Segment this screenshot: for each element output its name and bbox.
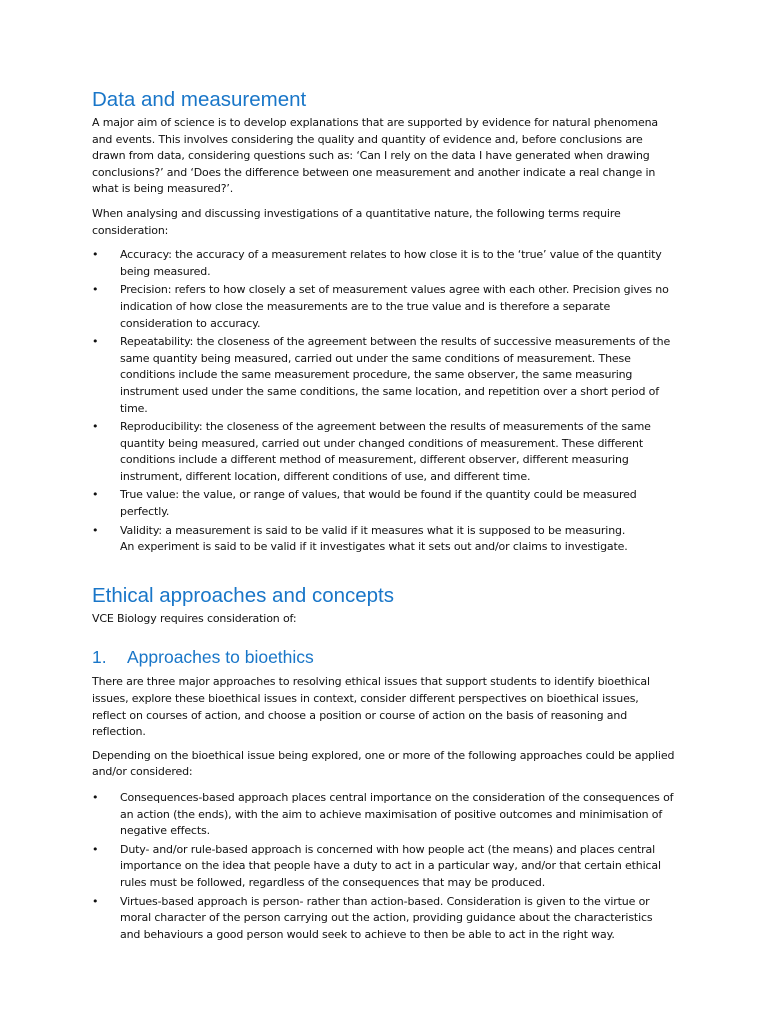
paragraph-science-aim: A major aim of science is to develop explanations that are supported by evidence for natural phenomena and events. This involves considering the quality and quantity of evidence and, before conclusions are drawn from data, considering questions such as: ‘Can I rely on the data I have generated when drawing conclusions?’ and ‘Does the difference between one measurement and another indicate a real change in what is being measured?’. [92, 116, 658, 196]
list-item-true-value [92, 487, 676, 520]
bullet-icon: • [92, 894, 99, 908]
bullet-icon: • [92, 488, 99, 502]
bioethics-approaches-list [92, 790, 676, 943]
bullet-icon: • [92, 248, 99, 262]
list-item-reproducibility [92, 419, 676, 485]
list-item-validity [92, 523, 676, 556]
list-item-consequences-based [92, 790, 676, 840]
measurement-terms-list [92, 247, 676, 556]
paragraph-depending-on-issue: Depending on the bioethical issue being explored, one or more of the following approaches could be applied and/or considered: [92, 748, 675, 779]
list-item-text: Reproducibility: the closeness of the agreement between the results of measurements of the same quantity being measured, carried out under changed conditions of measurement. These different conditions include a different method of measurement, different observer, different measuring instrument, different location, different conditions of use, and different time. [120, 420, 651, 483]
list-item-repeatability [92, 334, 676, 417]
list-item-text: Validity: a measurement is said to be valid if it measures what it is supposed to be measuring. [120, 523, 626, 537]
list-item-text: Consequences-based approach places central importance on the consideration of the consequences of an action (the ends), with the aim to achieve maximisation of positive outcomes and minimisation of negative effects. [120, 791, 674, 838]
list-item-text: Precision: refers to how closely a set of measurement values agree with each other. Precision gives no indication of how close the measurements are to the true value and is therefore a separate consideration to accuracy. [120, 283, 669, 330]
bullet-icon: • [92, 842, 99, 856]
bullet-icon: • [92, 335, 99, 349]
subheading-approaches-to-bioethics [92, 645, 676, 669]
bullet-icon: • [92, 420, 99, 434]
heading-ethical-approaches: Ethical approaches and concepts [92, 583, 395, 607]
bullet-icon: • [92, 791, 99, 804]
list-item-text: Virtues-based approach is person- rather than action-based. Consideration is given to the virtue or moral character of the person carrying out the action, providing guidance about the characteristics and behaviours a good person would seek to achieve to then be able to act in the right way. [120, 894, 653, 941]
document-page [92, 86, 676, 945]
bullet-icon: • [92, 523, 99, 537]
list-item-duty-based [92, 842, 676, 892]
bullet-icon: • [92, 283, 99, 297]
paragraph-three-approaches: There are three major approaches to resolving ethical issues that support students to identify bioethical issues, explore these bioethical issues in context, consider different perspectives on bioethical issues, reflect on courses of action, and choose a position or course of action on the basis of reasoning and reflection. [92, 675, 650, 739]
list-item-text: Accuracy: the accuracy of a measurement relates to how close it is to the ‘true’ value of the quantity being measured. [120, 248, 662, 278]
list-item-precision [92, 282, 676, 332]
heading-data-and-measurement: Data and measurement [92, 88, 307, 111]
list-item-text: Duty- and/or rule-based approach is concerned with how people act (the means) and places central importance on the idea that people have a duty to act in a particular way, and/or that certain ethical rules must be followed, regardless of the consequences that may be produced. [120, 842, 661, 889]
list-item-text-continued: An experiment is said to be valid if it investigates what it sets out and/or claims to investigate. [120, 540, 628, 554]
list-item-text: True value: the value, or range of values, that would be found if the quantity could be measured perfectly. [120, 488, 637, 519]
paragraph-vce-biology-intro: VCE Biology requires consideration of: [92, 611, 297, 625]
subheading-number: 1. [92, 647, 107, 668]
list-item-virtues-based [92, 894, 676, 944]
paragraph-quantitative-terms: When analysing and discussing investigations of a quantitative nature, the following terms require consideration: [92, 206, 621, 237]
list-item-accuracy [92, 247, 676, 280]
subheading-text: Approaches to bioethics [127, 647, 314, 668]
list-item-text: Repeatability: the closeness of the agreement between the results of successive measurements of the same quantity being measured, carried out under the same conditions of measurement. These conditions include the same measurement procedure, the same observer, the same measuring instrument used under the same conditions, the same location, and repetition over a short period of time. [120, 335, 671, 415]
